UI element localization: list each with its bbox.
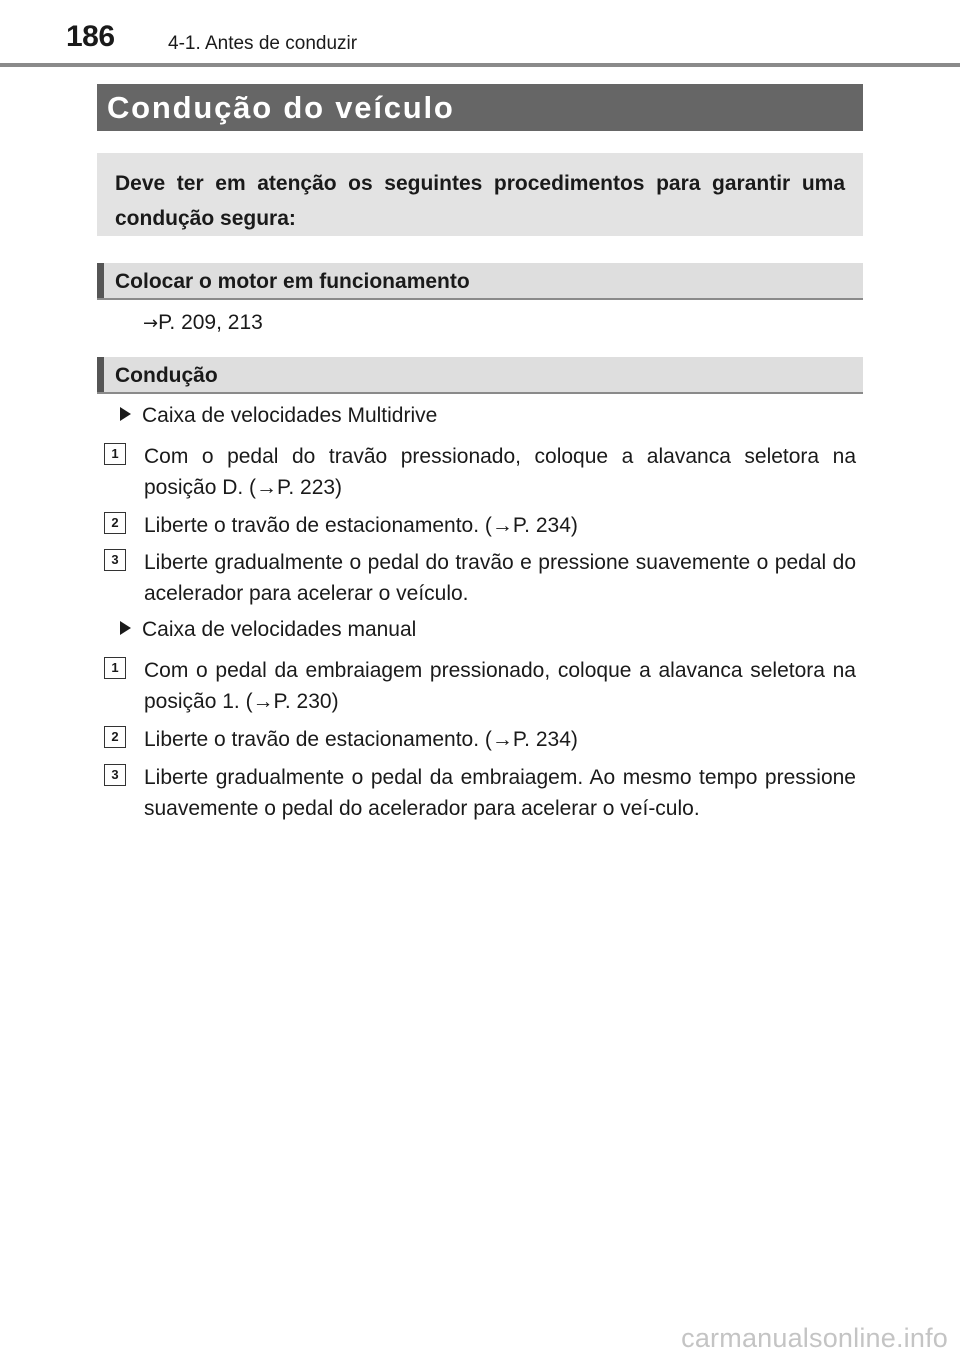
section-heading-accent-bar (97, 263, 104, 298)
subhead-label: Caixa de velocidades Multidrive (142, 404, 438, 427)
section-heading-label: Condução (115, 364, 218, 387)
triangle-bullet-icon (120, 621, 131, 635)
step-text: Liberte o travão de estacionamento. (→P. 234) (144, 514, 578, 537)
step-text: Liberte gradualmente o pedal da embraiagem. Ao mesmo tempo pressione suavemente o pedal do acelerador para acelerar o veí-culo. (144, 766, 856, 820)
page-number: 186 (66, 20, 115, 53)
section-heading-start-engine (97, 263, 863, 300)
intro-box (97, 153, 863, 236)
intro-text: Deve ter em atenção os seguintes procedimentos para garantir uma condução segura: (115, 172, 845, 230)
page-title: Condução do veículo (107, 90, 455, 125)
footer-watermark: carmanualsonline.info (681, 1323, 948, 1353)
page-header (0, 0, 960, 68)
section-heading-accent-bar (97, 357, 104, 392)
step-item (104, 655, 856, 717)
step-number-badge: 3 (104, 549, 126, 571)
step-number-badge: 2 (104, 726, 126, 748)
subhead-manual (120, 618, 416, 642)
step-item (104, 441, 856, 503)
step-item (104, 762, 856, 824)
step-number-badge: 1 (104, 657, 126, 679)
triangle-bullet-icon (120, 407, 131, 421)
reference-text: P. 209, 213 (158, 311, 263, 334)
step-number-badge: 2 (104, 512, 126, 534)
subhead-multidrive (120, 404, 437, 428)
section-heading-label: Colocar o motor em funcionamento (115, 270, 470, 293)
section-heading-driving (97, 357, 863, 394)
page-reference[interactable] (143, 311, 263, 335)
step-number-badge: 3 (104, 764, 126, 786)
step-item (104, 724, 856, 755)
step-text: Com o pedal da embraiagem pressionado, coloque a alavanca seletora na posição 1. (→P. 230) (144, 659, 856, 713)
main-title-bar (97, 84, 863, 131)
step-item (104, 510, 856, 541)
header-section-title: 4-1. Antes de conduzir (168, 33, 358, 54)
step-item (104, 547, 856, 609)
subhead-label: Caixa de velocidades manual (142, 618, 417, 641)
step-text: Liberte o travão de estacionamento. (→P. 234) (144, 728, 578, 751)
step-number-badge: 1 (104, 443, 126, 465)
reference-arrow-icon: → (143, 313, 159, 334)
step-text: Com o pedal do travão pressionado, coloque a alavanca seletora na posição D. (→P. 223) (144, 445, 856, 499)
header-rule (0, 63, 960, 67)
step-text: Liberte gradualmente o pedal do travão e pressione suavemente o pedal do acelerador para acelerar o veículo. (144, 551, 856, 605)
